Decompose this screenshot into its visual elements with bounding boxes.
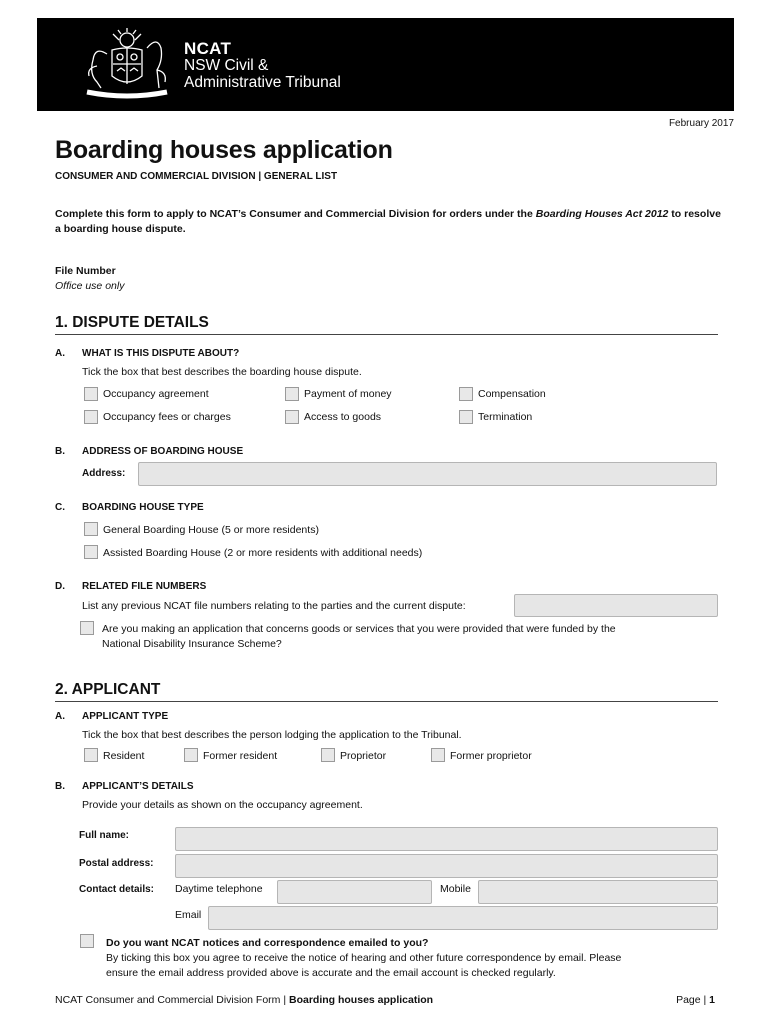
option-label: Proprietor <box>340 750 387 762</box>
applicant-type-title: APPLICANT TYPE <box>82 711 169 722</box>
org-name <box>184 40 341 91</box>
intro-text <box>55 207 725 237</box>
checkbox-general-boarding-house[interactable] <box>84 522 98 536</box>
footer-form-name <box>55 994 433 1006</box>
email-consent-note-line2: ensure the email address provided above is accurate and the email account is checked regularly. <box>106 967 556 979</box>
section-letter: B. <box>55 781 65 792</box>
checkbox-assisted-boarding-house[interactable] <box>84 545 98 559</box>
address-input[interactable] <box>138 462 717 486</box>
nsw-coat-of-arms-logo <box>67 26 187 106</box>
section-dispute-details-heading: 1. DISPUTE DETAILS <box>55 314 718 335</box>
related-file-instruction: List any previous NCAT file numbers relating to the parties and the current dispute: <box>82 600 466 612</box>
option-label: Resident <box>103 750 145 762</box>
section-letter: B. <box>55 446 65 457</box>
checkbox-resident[interactable] <box>84 748 98 762</box>
checkbox-email-consent[interactable] <box>80 934 94 948</box>
dispute-about-title: WHAT IS THIS DISPUTE ABOUT? <box>82 348 240 359</box>
page-subtitle: CONSUMER AND COMMERCIAL DIVISION | GENERAL LIST <box>55 171 338 182</box>
checkbox-termination[interactable] <box>459 410 473 424</box>
option-label: Occupancy agreement <box>103 388 209 400</box>
option-label: Compensation <box>478 388 546 400</box>
option-label: Payment of money <box>304 388 392 400</box>
checkbox-payment-of-money[interactable] <box>285 387 299 401</box>
option-label: Occupancy fees or charges <box>103 411 231 423</box>
intro-text-part1: Complete this form to apply to NCAT’s Consumer and Commercial Division for orders under the <box>55 208 536 220</box>
contact-details-label: Contact details: <box>79 884 155 895</box>
address-section-title: ADDRESS OF BOARDING HOUSE <box>82 446 244 457</box>
applicant-type-instruction: Tick the box that best describes the person lodging the application to the Tribunal. <box>82 729 462 741</box>
section-letter: D. <box>55 581 65 592</box>
mobile-label: Mobile <box>440 883 471 895</box>
option-label: Termination <box>478 411 533 423</box>
intro-act-name: Boarding Houses Act 2012 <box>535 208 669 220</box>
postal-address-input[interactable] <box>175 854 718 878</box>
option-label: General Boarding House (5 or more residents) <box>103 524 319 536</box>
related-file-numbers-input[interactable] <box>514 594 718 617</box>
checkbox-ndis[interactable] <box>80 621 94 635</box>
file-number-label: File Number <box>55 265 116 277</box>
checkbox-former-proprietor[interactable] <box>431 748 445 762</box>
postal-address-label: Postal address: <box>79 858 154 869</box>
checkbox-occupancy-agreement[interactable] <box>84 387 98 401</box>
email-consent-question: Do you want NCAT notices and correspondence emailed to you? <box>106 937 429 949</box>
ndis-question-line1: Are you making an application that concerns goods or services that you were provided that were funded by the <box>102 623 616 635</box>
form-date: February 2017 <box>668 118 734 129</box>
page-number <box>676 994 715 1006</box>
email-consent-note-line1: By ticking this box you agree to receive the notice of hearing and other future correspondence by email. Please <box>106 952 622 964</box>
page-number-value: 1 <box>709 994 715 1006</box>
section-applicant-heading: 2. APPLICANT <box>55 681 718 702</box>
address-label: Address: <box>82 468 126 479</box>
page-title: Boarding houses application <box>55 136 393 164</box>
header-banner <box>37 18 734 111</box>
section-letter: A. <box>55 348 65 359</box>
intro-text-part2: to resolve a boarding house dispute. <box>55 208 721 235</box>
checkbox-proprietor[interactable] <box>321 748 335 762</box>
option-label: Former resident <box>203 750 278 762</box>
ndis-question-line2: National Disability Insurance Scheme? <box>102 638 282 650</box>
checkbox-access-to-goods[interactable] <box>285 410 299 424</box>
option-label: Assisted Boarding House (2 or more residents with additional needs) <box>103 547 423 559</box>
related-file-numbers-title: RELATED FILE NUMBERS <box>82 581 207 592</box>
footer-division: NCAT Consumer and Commercial Division Form | <box>55 994 289 1006</box>
option-label: Former proprietor <box>450 750 532 762</box>
applicant-details-instruction: Provide your details as shown on the occupancy agreement. <box>82 799 363 811</box>
checkbox-compensation[interactable] <box>459 387 473 401</box>
boarding-house-type-title: BOARDING HOUSE TYPE <box>82 502 204 513</box>
section-letter: A. <box>55 711 65 722</box>
page-label: Page | <box>676 994 710 1006</box>
footer-form-title: Boarding houses application <box>288 994 434 1006</box>
checkbox-former-resident[interactable] <box>184 748 198 762</box>
dispute-about-instruction: Tick the box that best describes the boarding house dispute. <box>82 366 362 378</box>
full-name-input[interactable] <box>175 827 718 851</box>
mobile-input[interactable] <box>478 880 718 904</box>
org-short-name: NCAT <box>184 39 232 58</box>
daytime-telephone-label: Daytime telephone <box>175 883 263 895</box>
org-name-line2: Administrative Tribunal <box>184 74 341 91</box>
applicant-details-title: APPLICANT’S DETAILS <box>82 781 194 792</box>
checkbox-occupancy-fees[interactable] <box>84 410 98 424</box>
file-number-note: Office use only <box>55 280 125 292</box>
section-letter: C. <box>55 502 65 513</box>
org-name-line1: NSW Civil & <box>184 57 269 74</box>
daytime-telephone-input[interactable] <box>277 880 432 904</box>
email-input[interactable] <box>208 906 718 930</box>
option-label: Access to goods <box>304 411 382 423</box>
full-name-label: Full name: <box>79 830 130 841</box>
email-label: Email <box>175 909 202 921</box>
